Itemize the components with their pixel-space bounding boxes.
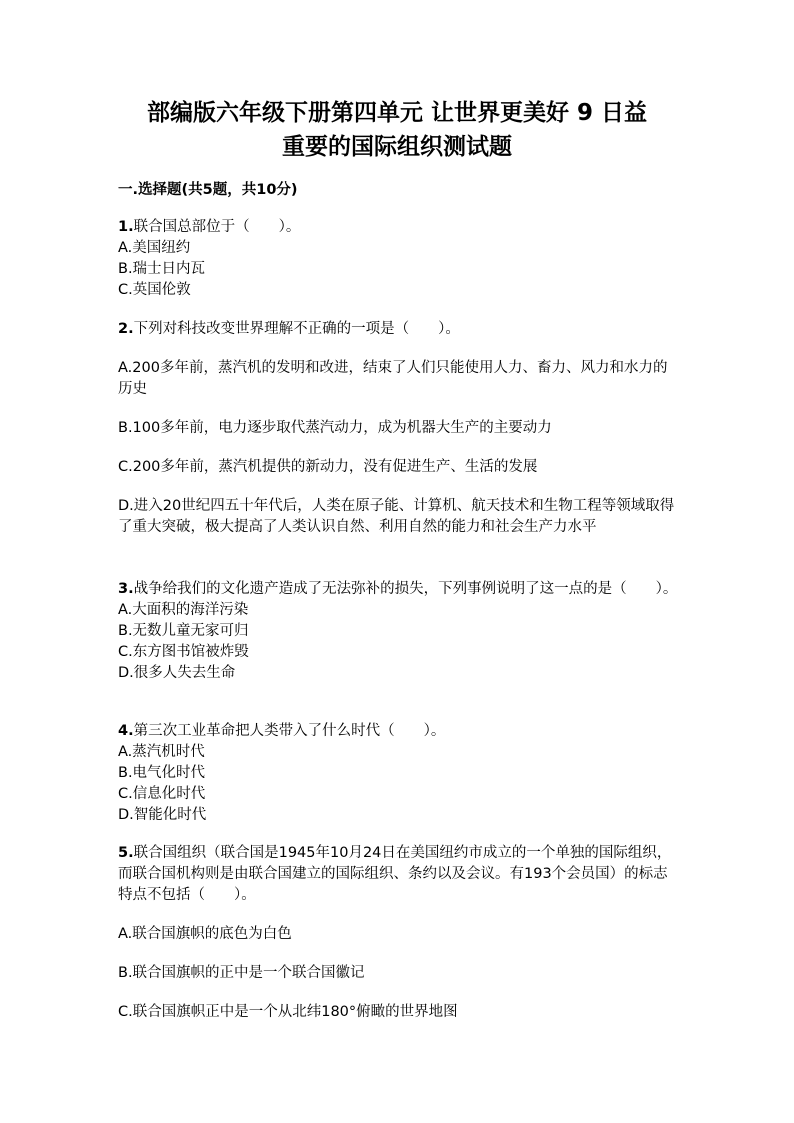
- question-stem: 4.第三次工业革命把人类带入了什么时代（ ）。: [118, 723, 446, 739]
- option-b: B.100多年前，电力逐步取代蒸汽动力，成为机器大生产的主要动力: [118, 420, 552, 436]
- option-a: A.200多年前，蒸汽机的发明和改进，结束了人们只能使用人力、畜力、风力和水力的历史: [118, 360, 668, 397]
- question-stem: 1.联合国总部位于（ ）。: [118, 219, 301, 235]
- option-d: D.很多人失去生命: [118, 665, 236, 681]
- option-c: C.信息化时代: [118, 786, 206, 802]
- question-stem: 5.联合国组织（联合国是1945年10月24日在美国纽约市成立的一个单独的国际组织，而联合国机构则是由联合国建立的国际组织、条约以及会议。有193个会员国）的标志特点不包括（ ）。: [118, 845, 672, 903]
- question-3: [118, 579, 678, 684]
- question-number: 4.: [118, 723, 134, 739]
- page-title: [90, 96, 704, 164]
- question-number: 5.: [118, 845, 134, 861]
- option-d: D.智能化时代: [118, 807, 207, 823]
- title-line-1: 部编版六年级下册第四单元 让世界更美好 9 日益: [146, 100, 648, 126]
- question-stem: 3.战争给我们的文化遗产造成了无法弥补的损失，下列事例说明了这一点的是（ ）。: [118, 581, 678, 597]
- question-1: [118, 217, 678, 301]
- option-b: B.联合国旗帜的正中是一个联合国徽记: [118, 965, 365, 981]
- option-c: C.200多年前，蒸汽机提供的新动力，没有促进生产、生活的发展: [118, 459, 538, 475]
- question-number: 1.: [118, 219, 134, 235]
- question-number: 2.: [118, 321, 134, 337]
- option-a: A.蒸汽机时代: [118, 744, 205, 760]
- option-c: C.联合国旗帜正中是一个从北纬180°俯瞰的世界地图: [118, 1004, 458, 1020]
- option-a: A.美国纽约: [118, 240, 191, 256]
- option-a: A.大面积的海洋污染: [118, 602, 249, 618]
- option-b: B.电气化时代: [118, 765, 206, 781]
- section-heading: 一.选择题(共5题，共10分): [118, 182, 298, 198]
- question-2: [118, 319, 678, 538]
- option-c: C.东方图书馆被炸毁: [118, 644, 249, 660]
- option-b: B.无数儿童无家可归: [118, 623, 249, 639]
- option-a: A.联合国旗帜的底色为白色: [118, 926, 292, 942]
- question-stem: 2.下列对科技改变世界理解不正确的一项是（ ）。: [118, 321, 460, 337]
- title-line-2: 重要的国际组织测试题: [282, 134, 512, 160]
- option-d: D.进入20世纪四五十年代后，人类在原子能、计算机、航天技术和生物工程等领域取得了重大突破，极大提高了人类认识自然、利用自然的能力和社会生产力水平: [118, 498, 675, 535]
- question-5: [118, 843, 678, 1023]
- question-4: [118, 721, 678, 826]
- question-number: 3.: [118, 581, 134, 597]
- option-c: C.英国伦敦: [118, 282, 191, 298]
- option-b: B.瑞士日内瓦: [118, 261, 206, 277]
